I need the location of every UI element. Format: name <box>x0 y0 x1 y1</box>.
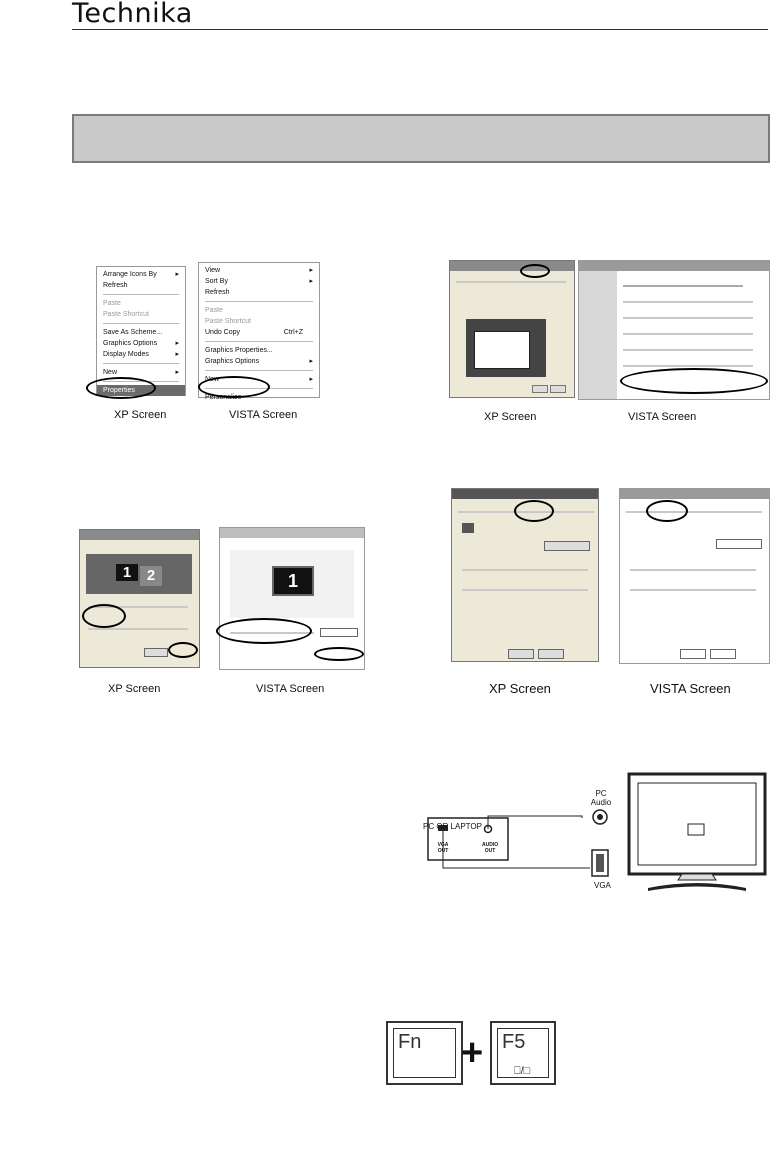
caption-vista: VISTA Screen <box>650 681 731 696</box>
pc-label: PC OR LAPTOP <box>423 822 482 831</box>
content-line <box>88 628 188 630</box>
menu-item: Refresh <box>103 282 128 289</box>
vga-label: VGA <box>594 881 611 890</box>
highlight-oval <box>82 604 126 628</box>
menu-item: New ▸ <box>205 374 313 385</box>
f5-key-label: F5 <box>502 1031 526 1053</box>
content-line <box>623 301 753 303</box>
menu-item: Refresh <box>205 289 230 296</box>
content-line <box>623 349 753 351</box>
caption-xp: XP Screen <box>489 681 551 696</box>
menu-item: Graphics Properties... <box>205 347 273 354</box>
menu-separator <box>205 341 313 342</box>
vista-monitor-properties-window <box>619 488 770 664</box>
fn-key <box>386 1021 463 1085</box>
content-line <box>623 365 753 367</box>
content-line <box>623 317 753 319</box>
monitor-arrangement <box>86 554 192 594</box>
highlight-oval <box>198 376 270 398</box>
plus-sign: + <box>461 1032 484 1074</box>
fn-key-label: Fn <box>398 1031 422 1053</box>
caption-vista: VISTA Screen <box>229 409 298 421</box>
monitor-1: 1 <box>272 566 314 596</box>
caption-xp: XP Screen <box>108 683 161 695</box>
tv-stand <box>648 883 746 891</box>
brand-logo: Technika <box>72 0 193 29</box>
monitor-icon <box>462 523 474 533</box>
tv-port <box>688 824 704 835</box>
display-toggle-icon: ⎕/□ <box>514 1065 531 1077</box>
caption-vista: VISTA Screen <box>256 683 325 695</box>
pc-audio-label: PC Audio <box>590 789 612 807</box>
monitor-2: 2 <box>140 566 162 586</box>
menu-separator <box>103 323 179 324</box>
ok-button <box>680 649 706 659</box>
content-line <box>462 589 588 591</box>
highlight-oval <box>520 264 550 278</box>
menu-item: Paste <box>103 300 121 307</box>
content-line <box>630 569 756 571</box>
menu-separator <box>205 370 313 371</box>
tab-strip <box>456 281 566 283</box>
section-banner <box>72 114 770 163</box>
window-titlebar <box>620 489 769 499</box>
window-titlebar <box>579 261 769 271</box>
menu-item: View ▸ <box>205 265 313 276</box>
menu-item: Paste Shortcut <box>103 311 149 318</box>
ok-button <box>508 649 534 659</box>
menu-item: Paste Shortcut <box>205 318 251 325</box>
menu-separator <box>205 301 313 302</box>
content-line <box>623 333 753 335</box>
cancel-button <box>710 649 736 659</box>
properties-button <box>544 541 590 551</box>
caption-xp: XP Screen <box>114 409 167 421</box>
menu-item: Paste <box>205 307 223 314</box>
menu-item: Graphics Options ▸ <box>103 338 179 349</box>
xp-context-menu <box>96 266 186 396</box>
xp-display-properties-window <box>449 260 575 398</box>
highlight-oval <box>216 618 312 644</box>
colors-select <box>320 628 358 637</box>
content-line <box>630 589 756 591</box>
menu-item-label: Undo Copy <box>205 329 241 336</box>
menu-item: New ▸ <box>103 367 179 378</box>
highlight-oval <box>314 647 364 661</box>
side-pane <box>579 271 617 399</box>
menu-item <box>205 327 313 338</box>
caption-xp: XP Screen <box>484 411 537 423</box>
preview-window <box>474 331 530 369</box>
menu-item: Display Modes ▸ <box>103 349 179 360</box>
cancel-button <box>538 649 564 659</box>
header-divider <box>72 29 768 30</box>
tv-neck <box>678 874 716 880</box>
highlight-oval <box>86 377 156 399</box>
f5-key <box>490 1021 556 1085</box>
highlight-oval <box>168 642 198 658</box>
highlight-oval <box>620 368 768 394</box>
advanced-button <box>144 648 168 657</box>
menu-separator <box>103 294 179 295</box>
monitor-1: 1 <box>116 564 138 581</box>
highlight-oval <box>514 500 554 522</box>
menu-item: Graphics Options ▸ <box>205 356 313 367</box>
menu-separator <box>103 363 179 364</box>
menu-item-properties: Properties <box>97 385 185 396</box>
window-titlebar <box>452 489 598 499</box>
menu-item: Save As Scheme... <box>103 329 163 336</box>
content-line <box>462 569 588 571</box>
content-line <box>623 285 743 287</box>
audio-out-label: AUDIO OUT <box>482 842 499 854</box>
highlight-oval <box>646 500 688 522</box>
menu-item: Arrange Icons By ▸ <box>103 269 179 280</box>
cancel-button <box>550 385 566 393</box>
window-titlebar <box>220 528 364 538</box>
window-titlebar <box>450 261 574 271</box>
menu-item: Sort By ▸ <box>205 276 313 287</box>
caption-vista: VISTA Screen <box>628 411 697 423</box>
properties-button <box>716 539 762 549</box>
vga-out-label: VGA OUT <box>437 842 449 854</box>
window-titlebar <box>80 530 199 540</box>
menu-item-personalize: Personalize <box>205 394 242 401</box>
ok-button <box>532 385 548 393</box>
menu-shortcut: Ctrl+Z <box>283 329 303 336</box>
